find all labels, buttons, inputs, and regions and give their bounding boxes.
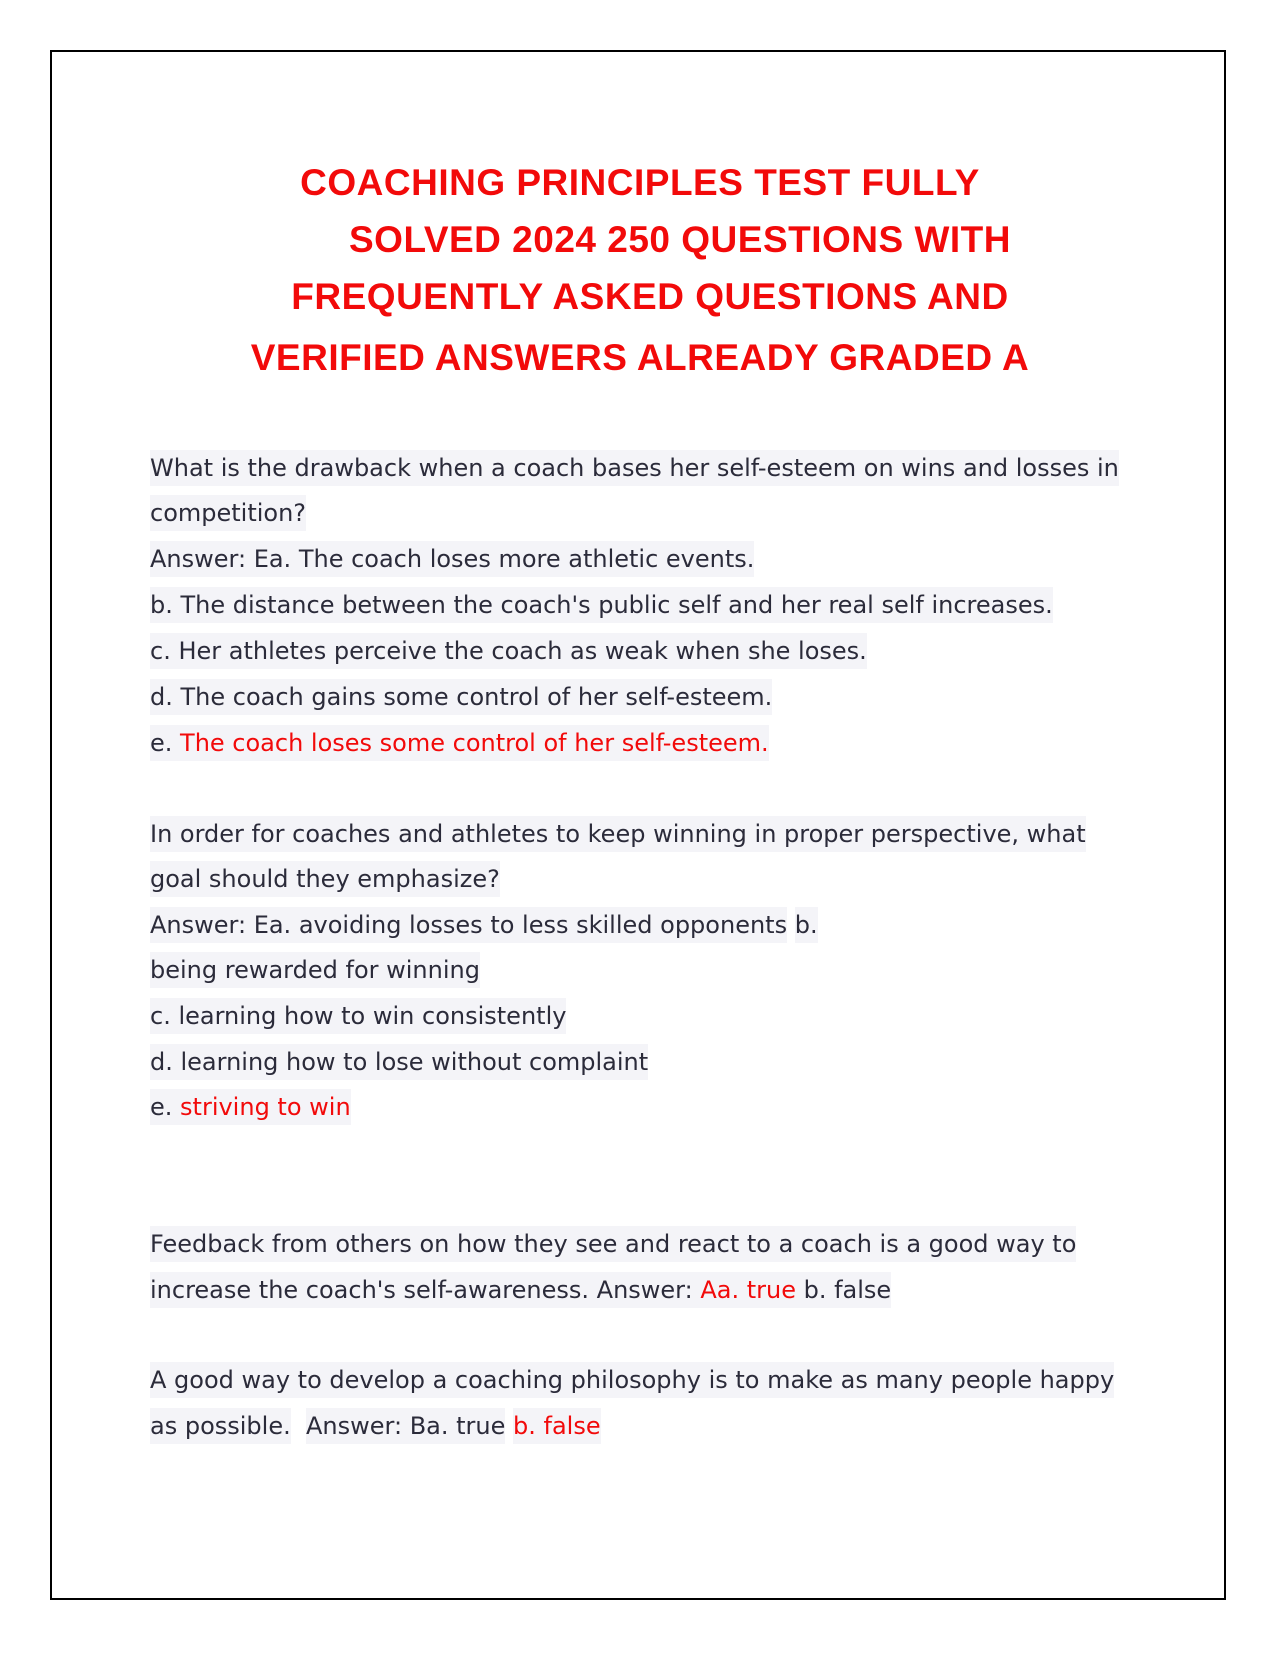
title-line-2: SOLVED 2024 250 QUESTIONS WITH [349, 219, 1011, 260]
q1-correct-answer: The coach loses some control of her self-esteem. [180, 725, 769, 761]
title-line-1: COACHING PRINCIPLES TEST FULLY [300, 162, 980, 203]
q1-option-c: c. Her athletes perceive the coach as weak when she loses. [150, 629, 867, 673]
q1-text-line-1: What is the drawback when a coach bases her self-esteem on wins and losses in [150, 446, 1119, 490]
q4-text-line-2: as possible. Answer: Ba. true b. false [150, 1404, 601, 1448]
q3-text-line-2: increase the coach's self-awareness. Answer: Aa. true b. false [150, 1268, 891, 1312]
q2-option-c: c. learning how to win consistently [150, 994, 566, 1038]
q2-text-line-4: being rewarded for winning [150, 948, 480, 992]
q3-text-line-1: Feedback from others on how they see and react to a coach is a good way to [150, 1222, 1076, 1266]
q1-option-e: e. The coach loses some control of her self-esteem. [150, 721, 769, 765]
q2-correct-answer: striving to win [180, 1089, 351, 1125]
q1-option-b: b. The distance between the coach's public self and her real self increases. [150, 583, 1053, 627]
title-line-3: FREQUENTLY ASKED QUESTIONS AND [291, 276, 1009, 317]
q1-answer: Answer: Ea. The coach loses more athletic events. [150, 537, 754, 581]
q2-option-d: d. learning how to lose without complaint [150, 1040, 648, 1084]
q2-option-e: e. striving to win [150, 1085, 351, 1129]
q1-option-d: d. The coach gains some control of her self-esteem. [150, 675, 772, 719]
q1-text-line-2: competition? [150, 491, 306, 535]
q4-text-line-1: A good way to develop a coaching philosophy is to make as many people happy [150, 1358, 1114, 1402]
q3-correct-answer: Aa. true [700, 1272, 796, 1308]
q4-correct-answer: b. false [513, 1408, 601, 1444]
q2-text-line-1: In order for coaches and athletes to keep winning in proper perspective, what [150, 812, 1086, 856]
title-line-4: VERIFIED ANSWERS ALREADY GRADED A [250, 337, 1030, 378]
q2-answer: Answer: Ea. avoiding losses to less skilled opponents b. [150, 903, 818, 947]
q2-text-line-2: goal should they emphasize? [150, 857, 500, 901]
